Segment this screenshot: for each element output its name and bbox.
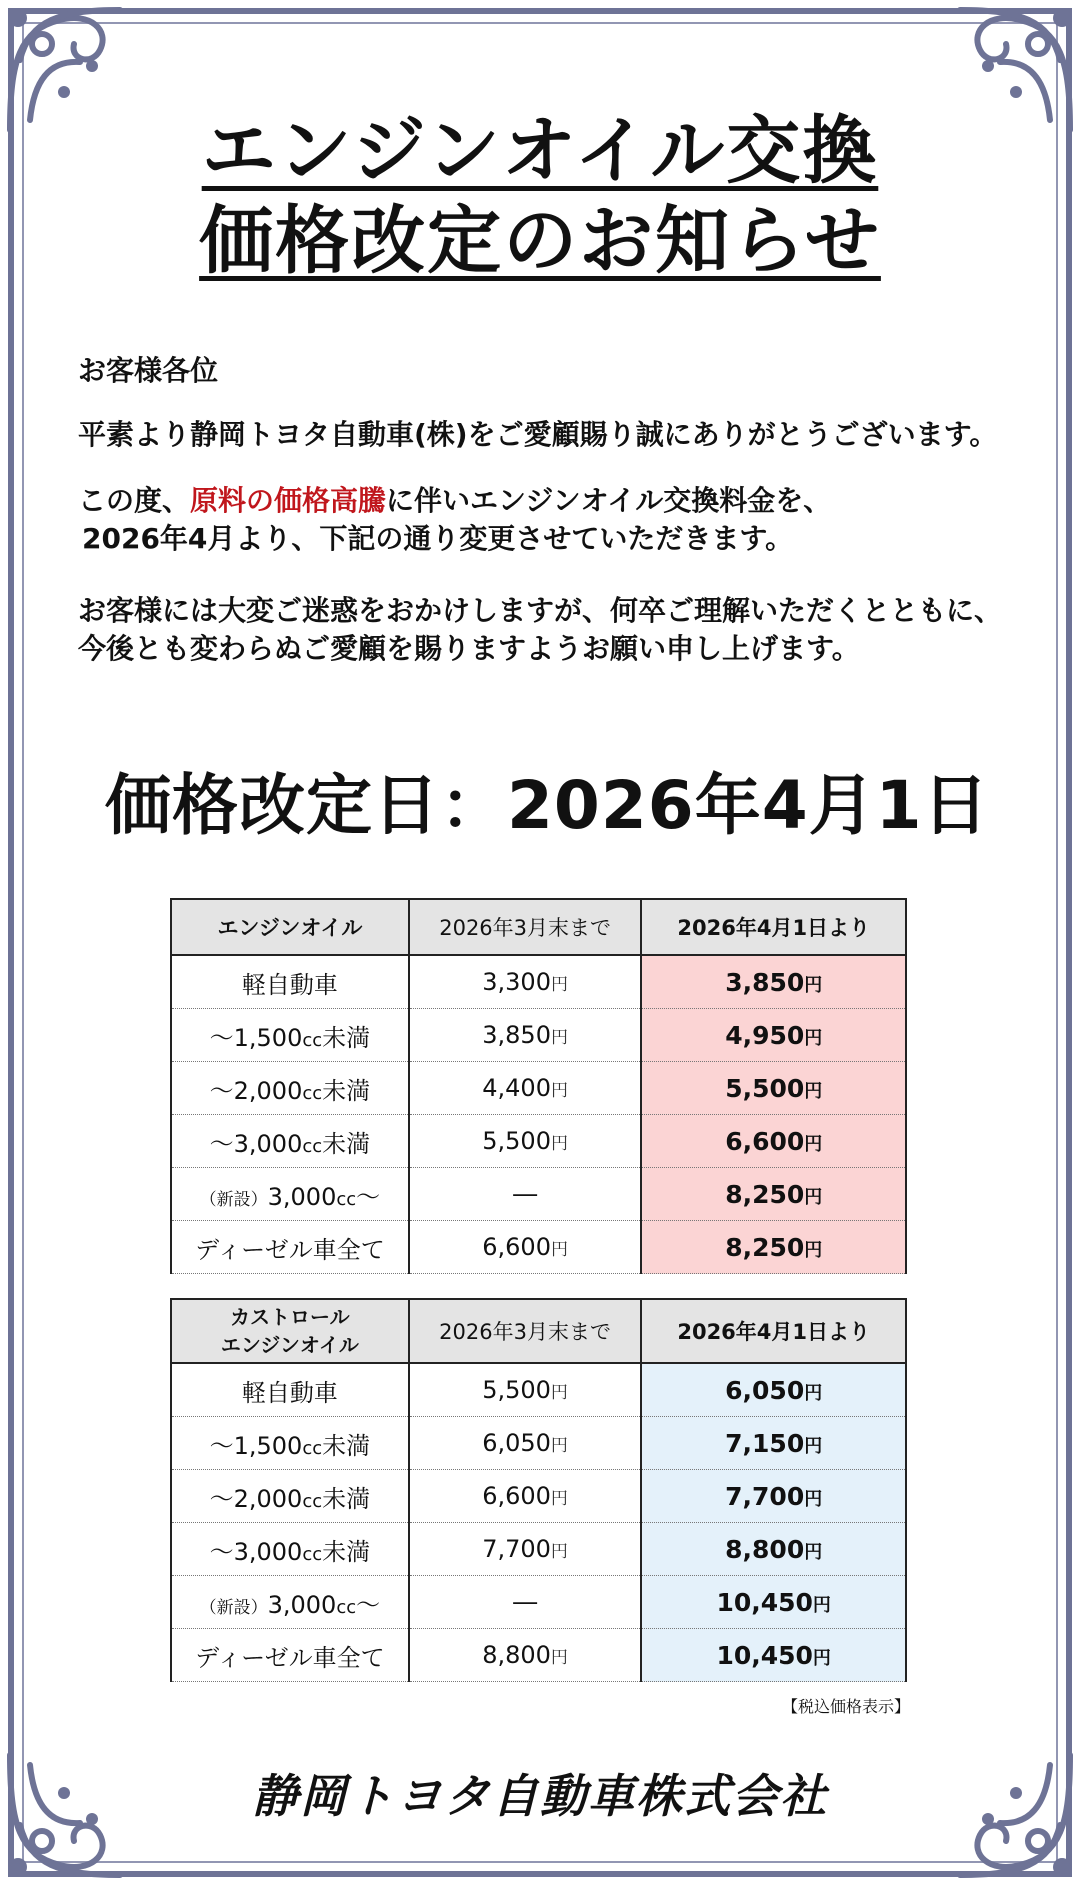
- vehicle-class-label: ～3,000: [209, 1129, 303, 1158]
- table-row: [171, 1221, 906, 1274]
- header-cell: [171, 1299, 409, 1363]
- cc-unit: cc: [302, 1437, 323, 1459]
- company-name: 静岡トヨタ自動車株式会社: [252, 1769, 828, 1823]
- vehicle-class-cell: [171, 1470, 409, 1523]
- old-price-cell: [409, 1062, 642, 1115]
- header-cell: 2026年4月1日より: [641, 1299, 906, 1363]
- cc-unit: cc: [302, 1543, 323, 1565]
- yen-unit: 円: [550, 1489, 568, 1509]
- yen-unit: 円: [812, 1594, 831, 1616]
- effective-date: 価格改定日：2026年4月1日: [105, 767, 990, 844]
- vehicle-class-suffix: 未満: [322, 1537, 371, 1566]
- cc-unit: cc: [302, 1029, 323, 1051]
- old-price: 8,800: [482, 1641, 551, 1669]
- notice-text: [78, 482, 831, 520]
- yen-unit: 円: [804, 1488, 823, 1510]
- vehicle-class-label: ～2,000: [209, 1076, 303, 1105]
- table-row: [171, 1523, 906, 1576]
- vehicle-class-label: 3,000: [267, 1182, 337, 1211]
- new-price: 3,850: [725, 967, 805, 997]
- yen-unit: 円: [550, 1028, 568, 1048]
- cc-unit: cc: [336, 1596, 357, 1618]
- vehicle-class-label: 軽自動車: [241, 1378, 338, 1407]
- vehicle-class-cell: [171, 1115, 409, 1168]
- cc-unit: cc: [302, 1082, 323, 1104]
- new-badge: （新設）: [199, 1189, 268, 1210]
- yen-unit: 円: [804, 1027, 823, 1049]
- table-row: [171, 1062, 906, 1115]
- yen-unit: 円: [550, 1648, 568, 1668]
- old-price-cell: [409, 1523, 642, 1576]
- vehicle-class-suffix: 未満: [322, 1431, 371, 1460]
- new-price: 7,700: [725, 1481, 805, 1511]
- yen-unit: 円: [804, 1239, 823, 1261]
- price-table-castrol: [170, 1298, 907, 1682]
- vehicle-class-cell: [171, 1009, 409, 1062]
- new-price: 4,950: [725, 1020, 805, 1050]
- old-price-cell: [409, 1009, 642, 1062]
- vehicle-class-cell: [171, 955, 409, 1009]
- new-price: 6,050: [725, 1375, 805, 1405]
- new-price-cell: [641, 1523, 906, 1576]
- old-price-cell: [409, 1417, 642, 1470]
- new-price-cell: [641, 1363, 906, 1417]
- header-cell: 2026年4月1日より: [641, 899, 906, 955]
- vehicle-class-cell: [171, 1062, 409, 1115]
- vehicle-class-label: 3,000: [267, 1590, 337, 1619]
- old-price-cell: [409, 1576, 642, 1629]
- new-price-cell: [641, 1221, 906, 1274]
- vehicle-class-suffix: 未満: [322, 1484, 371, 1513]
- new-price-cell: [641, 1576, 906, 1629]
- old-price: 3,850: [482, 1021, 551, 1049]
- salutation: お客様各位: [78, 354, 219, 387]
- vehicle-class-label: ディーゼル車全て: [195, 1235, 385, 1264]
- vehicle-class-suffix: ～: [356, 1590, 381, 1619]
- table-row: [171, 1629, 906, 1682]
- yen-unit: 円: [804, 1382, 823, 1404]
- old-price: 7,700: [482, 1535, 551, 1563]
- new-price-cell: [641, 1115, 906, 1168]
- table-row: [171, 1168, 906, 1221]
- title-line-2: 価格改定のお知らせ: [199, 198, 881, 284]
- vehicle-class-cell: [171, 1523, 409, 1576]
- new-price: 8,250: [725, 1179, 805, 1209]
- new-price-cell: [641, 1168, 906, 1221]
- cc-unit: cc: [336, 1188, 357, 1210]
- new-price-cell: [641, 1629, 906, 1682]
- yen-unit: 円: [550, 1542, 568, 1562]
- yen-unit: 円: [550, 1436, 568, 1456]
- vehicle-class-label: 軽自動車: [241, 970, 338, 999]
- tax-note: 【税込価格表示】: [781, 1697, 910, 1716]
- yen-unit: 円: [804, 974, 823, 996]
- vehicle-class-suffix: 未満: [322, 1023, 371, 1052]
- yen-unit: 円: [804, 1435, 823, 1457]
- greeting-text: 平素より静岡トヨタ自動車(株)をご愛顧賜り誠にありがとうございます。: [78, 418, 998, 451]
- yen-unit: 円: [550, 1081, 568, 1101]
- yen-unit: 円: [550, 1240, 568, 1260]
- apology-text-line1: お客様には大変ご迷惑をおかけしますが、何卒ご理解いただくとともに、: [78, 594, 1003, 627]
- old-price: ―: [513, 1180, 538, 1208]
- table-row: [171, 1576, 906, 1629]
- new-price: 8,800: [725, 1534, 805, 1564]
- notice-prefix: この度、: [78, 484, 191, 517]
- yen-unit: 円: [804, 1133, 823, 1155]
- old-price: 3,300: [482, 968, 551, 996]
- vehicle-class-cell: [171, 1221, 409, 1274]
- header-cell: エンジンオイル: [171, 899, 409, 955]
- notice-suffix: に伴いエンジンオイル交換料金を、: [386, 484, 832, 517]
- new-price-cell: [641, 1009, 906, 1062]
- old-price-cell: [409, 1168, 642, 1221]
- table-row: [171, 955, 906, 1009]
- title-line-1: エンジンオイル交換: [201, 108, 879, 194]
- new-price-cell: [641, 1062, 906, 1115]
- new-price: 10,450: [716, 1587, 813, 1617]
- new-price: 7,150: [725, 1428, 805, 1458]
- apology-text-line2: 今後とも変わらぬご愛顧を賜りますようお願い申し上げます。: [78, 632, 860, 665]
- vehicle-class-suffix: ～: [356, 1182, 381, 1211]
- yen-unit: 円: [812, 1647, 831, 1669]
- old-price-cell: [409, 1363, 642, 1417]
- header-line-1: カストロール: [230, 1305, 350, 1329]
- notice-highlight: 原料の価格高騰: [190, 484, 387, 517]
- table-row: [171, 1009, 906, 1062]
- new-price-cell: [641, 1417, 906, 1470]
- old-price-cell: [409, 1115, 642, 1168]
- old-price-cell: [409, 1470, 642, 1523]
- yen-unit: 円: [550, 1134, 568, 1154]
- new-price: 5,500: [725, 1073, 805, 1103]
- old-price: 5,500: [482, 1376, 551, 1404]
- vehicle-class-suffix: 未満: [322, 1076, 371, 1105]
- table-row: [171, 1363, 906, 1417]
- header-cell: 2026年3月末まで: [409, 899, 642, 955]
- notice-text-line2: 2026年4月より、下記の通り変更させていただきます。: [82, 522, 794, 555]
- new-price-cell: [641, 1470, 906, 1523]
- yen-unit: 円: [804, 1080, 823, 1102]
- table-header-row: [171, 899, 906, 955]
- yen-unit: 円: [804, 1541, 823, 1563]
- yen-unit: 円: [550, 1383, 568, 1403]
- table-row: [171, 1470, 906, 1523]
- old-price: 6,050: [482, 1429, 551, 1457]
- new-badge: （新設）: [199, 1597, 268, 1618]
- vehicle-class-suffix: 未満: [322, 1129, 371, 1158]
- vehicle-class-label: ～2,000: [209, 1484, 303, 1513]
- yen-unit: 円: [550, 975, 568, 995]
- table-header-row: [171, 1299, 906, 1363]
- old-price: 6,600: [482, 1233, 551, 1261]
- old-price: ―: [513, 1588, 538, 1616]
- yen-unit: 円: [804, 1186, 823, 1208]
- cc-unit: cc: [302, 1490, 323, 1512]
- vehicle-class-label: ～3,000: [209, 1537, 303, 1566]
- new-price: 8,250: [725, 1232, 805, 1262]
- vehicle-class-label: ディーゼル車全て: [195, 1643, 385, 1672]
- old-price-cell: [409, 1221, 642, 1274]
- old-price-cell: [409, 955, 642, 1009]
- vehicle-class-cell: [171, 1168, 409, 1221]
- new-price: 10,450: [716, 1640, 813, 1670]
- vehicle-class-cell: [171, 1417, 409, 1470]
- header-line-2: エンジンオイル: [220, 1333, 359, 1357]
- cc-unit: cc: [302, 1135, 323, 1157]
- price-table-standard: [170, 898, 907, 1274]
- page-title: [0, 182, 1080, 288]
- old-price: 6,600: [482, 1482, 551, 1510]
- old-price-cell: [409, 1629, 642, 1682]
- old-price: 4,400: [482, 1074, 551, 1102]
- old-price: 5,500: [482, 1127, 551, 1155]
- new-price-cell: [641, 955, 906, 1009]
- vehicle-class-label: ～1,500: [209, 1023, 303, 1052]
- vehicle-class-cell: [171, 1629, 409, 1682]
- vehicle-class-cell: [171, 1576, 409, 1629]
- new-price: 6,600: [725, 1126, 805, 1156]
- table-row: [171, 1115, 906, 1168]
- header-cell: 2026年3月末まで: [409, 1299, 642, 1363]
- vehicle-class-cell: [171, 1363, 409, 1417]
- vehicle-class-label: ～1,500: [209, 1431, 303, 1460]
- table-row: [171, 1417, 906, 1470]
